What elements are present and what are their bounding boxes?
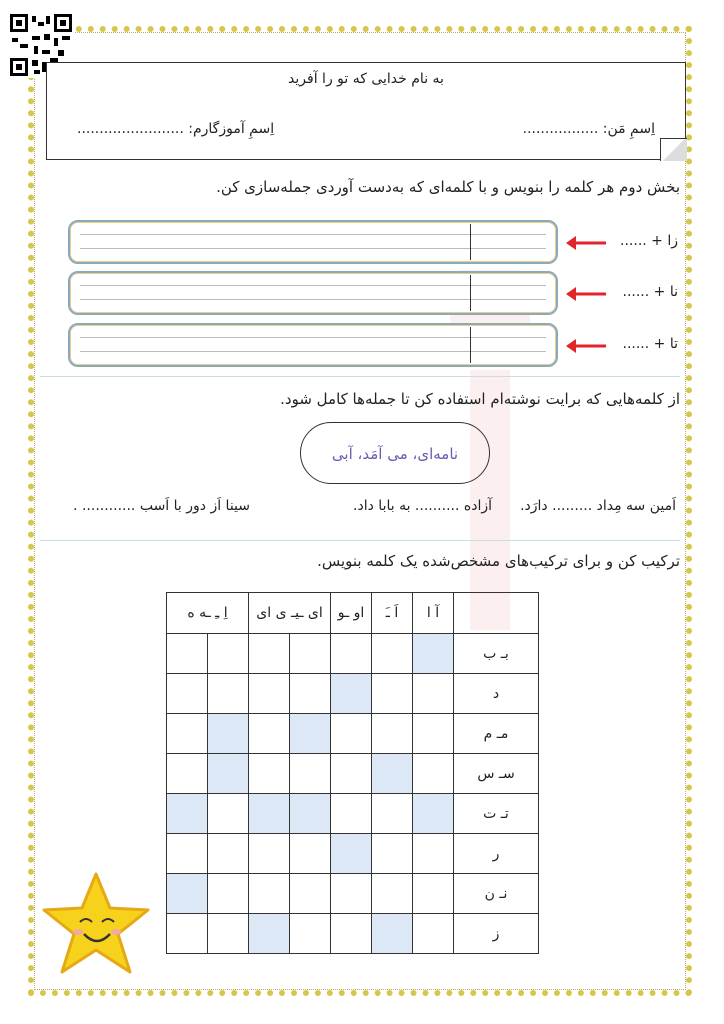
highlighted-cell[interactable]: [290, 714, 331, 754]
row-header: بـ ب: [454, 634, 539, 674]
row-header: نـ ن: [454, 874, 539, 914]
highlighted-cell[interactable]: [249, 914, 290, 954]
col-header: اِ ـِ ـه ه: [167, 593, 249, 634]
answer-cell[interactable]: [249, 714, 290, 754]
answer-cell[interactable]: [167, 714, 208, 754]
answer-cell[interactable]: [167, 674, 208, 714]
page-title: به نام خدایی که تو را آفرید: [288, 71, 444, 87]
answer-cell[interactable]: [290, 754, 331, 794]
answer-box-3[interactable]: [68, 323, 558, 367]
answer-cell[interactable]: [290, 834, 331, 874]
answer-cell[interactable]: [413, 914, 454, 954]
answer-cell[interactable]: [249, 674, 290, 714]
answer-cell[interactable]: [331, 874, 372, 914]
answer-cell[interactable]: [331, 714, 372, 754]
highlighted-cell[interactable]: [249, 794, 290, 834]
answer-cell[interactable]: [413, 714, 454, 754]
section-divider: [40, 376, 680, 377]
fill-sentence-2[interactable]: آزاده .......... به بابا داد.: [353, 498, 492, 514]
answer-cell[interactable]: [167, 914, 208, 954]
answer-cell[interactable]: [208, 874, 249, 914]
syllable-row-1: زا + ......: [620, 233, 678, 249]
answer-cell[interactable]: [249, 834, 290, 874]
combination-table: [166, 592, 539, 954]
answer-cell[interactable]: [249, 874, 290, 914]
answer-box-1[interactable]: [68, 220, 558, 264]
answer-cell[interactable]: [208, 914, 249, 954]
highlighted-cell[interactable]: [331, 674, 372, 714]
row-header: سـ س: [454, 754, 539, 794]
answer-cell[interactable]: [372, 794, 413, 834]
answer-cell[interactable]: [413, 874, 454, 914]
col-header: آ ا: [413, 593, 454, 634]
page-fold-corner: [660, 138, 687, 161]
row-header: مـ م: [454, 714, 539, 754]
answer-cell[interactable]: [167, 754, 208, 794]
col-header: او ـو: [331, 593, 372, 634]
answer-cell[interactable]: [290, 874, 331, 914]
answer-cell[interactable]: [208, 674, 249, 714]
answer-cell[interactable]: [331, 754, 372, 794]
section1-instruction: بخش دوم هر کلمه را بنویس و با کلمه‌ای که به‌دست آوردی جمله‌سازی کن.: [216, 178, 680, 196]
answer-cell[interactable]: [372, 874, 413, 914]
fill-sentence-3[interactable]: سینا اَز دور با اَسب ............ .: [73, 498, 250, 514]
highlighted-cell[interactable]: [167, 874, 208, 914]
highlighted-cell[interactable]: [413, 634, 454, 674]
row-header: تـ ت: [454, 794, 539, 834]
answer-cell[interactable]: [413, 754, 454, 794]
highlighted-cell[interactable]: [167, 794, 208, 834]
answer-cell[interactable]: [372, 674, 413, 714]
answer-cell[interactable]: [372, 634, 413, 674]
answer-cell[interactable]: [290, 674, 331, 714]
col-header: ای ـیـ ی ای: [249, 593, 331, 634]
row-header: ر: [454, 834, 539, 874]
syllable-row-3: تا + ......: [622, 336, 678, 352]
answer-cell[interactable]: [167, 834, 208, 874]
answer-cell[interactable]: [249, 634, 290, 674]
answer-cell[interactable]: [208, 834, 249, 874]
answer-cell[interactable]: [331, 634, 372, 674]
col-header: اَ ـَ: [372, 593, 413, 634]
section-divider: [40, 540, 680, 541]
header-box: [46, 62, 686, 160]
answer-cell[interactable]: [208, 634, 249, 674]
answer-cell[interactable]: [290, 634, 331, 674]
smiling-star-icon: [40, 870, 152, 978]
highlighted-cell[interactable]: [208, 754, 249, 794]
section3-instruction: ترکیب کن و برای ترکیب‌های مشخص‌شده یک کلمه بنویس.: [317, 552, 680, 570]
answer-cell[interactable]: [167, 634, 208, 674]
row-header: د: [454, 674, 539, 714]
answer-box-2[interactable]: [68, 271, 558, 315]
answer-cell[interactable]: [290, 914, 331, 954]
answer-cell[interactable]: [372, 834, 413, 874]
highlighted-cell[interactable]: [290, 794, 331, 834]
student-name-field[interactable]: اِسمِ مَن: .................: [522, 121, 655, 137]
highlighted-cell[interactable]: [372, 914, 413, 954]
fill-sentence-1[interactable]: اَمین سه مِداد ......... دارَد.: [520, 498, 676, 514]
answer-cell[interactable]: [208, 794, 249, 834]
answer-cell[interactable]: [372, 714, 413, 754]
answer-cell[interactable]: [331, 794, 372, 834]
arrow-left-icon: [566, 287, 606, 301]
word-bank: نامه‌ای، می آمَد، آبی: [300, 422, 490, 484]
corner-cell: [454, 593, 539, 634]
answer-cell[interactable]: [413, 834, 454, 874]
arrow-left-icon: [566, 339, 606, 353]
highlighted-cell[interactable]: [208, 714, 249, 754]
row-header: ز: [454, 914, 539, 954]
answer-cell[interactable]: [331, 914, 372, 954]
teacher-name-field[interactable]: اِسمِ آموزگارم: ........................: [77, 121, 275, 137]
section2-instruction: از کلمه‌هایی که برایت نوشته‌ام استفاده کن تا جمله‌ها کامل شود.: [280, 390, 680, 408]
highlighted-cell[interactable]: [413, 794, 454, 834]
syllable-row-2: نا + ......: [622, 284, 678, 300]
highlighted-cell[interactable]: [372, 754, 413, 794]
answer-cell[interactable]: [413, 674, 454, 714]
answer-cell[interactable]: [249, 754, 290, 794]
highlighted-cell[interactable]: [331, 834, 372, 874]
arrow-left-icon: [566, 236, 606, 250]
